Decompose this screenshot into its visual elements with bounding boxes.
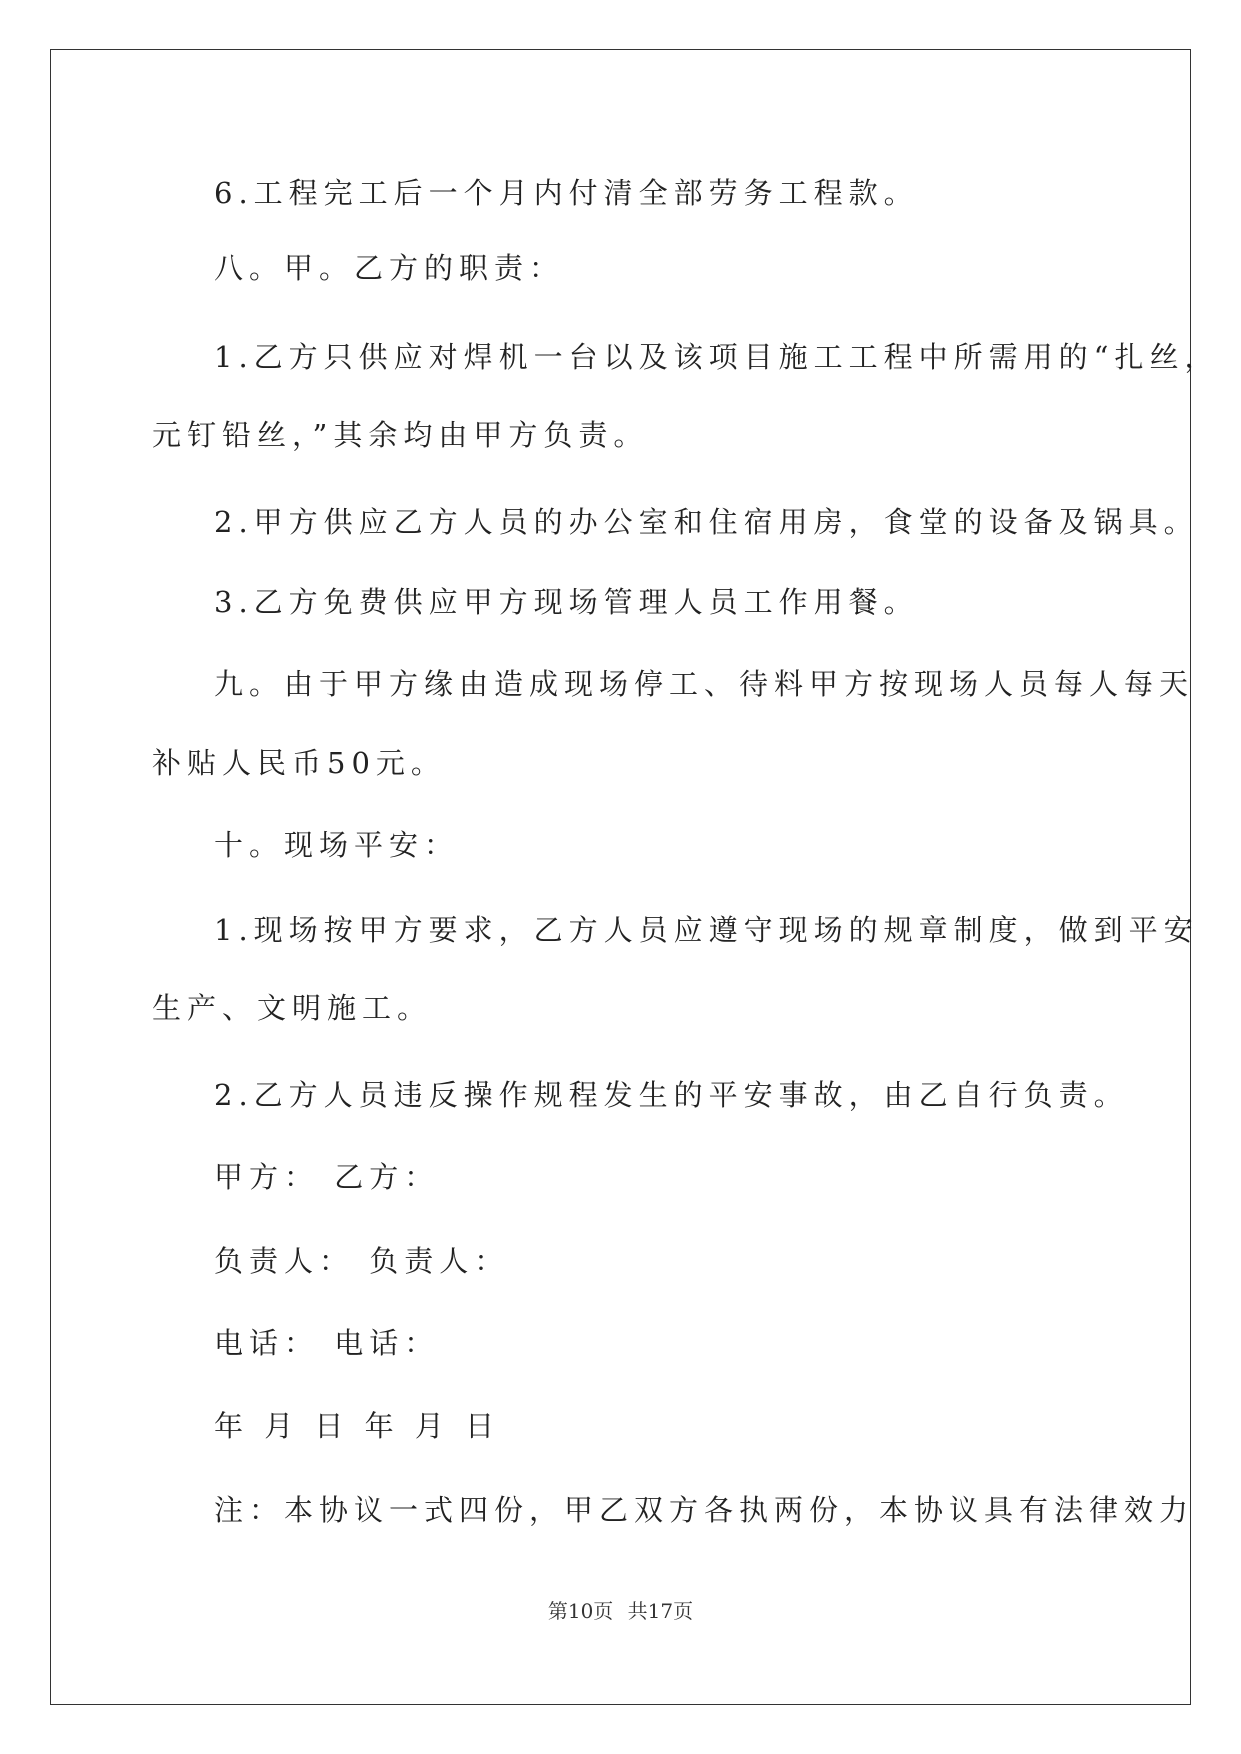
text-line-11: 生产、文明施工。 — [152, 991, 433, 1025]
text-line-6: 3.乙方免费供应甲方现场管理人员工作用餐。 — [214, 585, 919, 619]
text-line-12: 2.乙方人员违反操作规程发生的平安事故，由乙自行负责。 — [214, 1078, 1129, 1112]
text-line-7: 九。由于甲方缘由造成现场停工、待料甲方按现场人员每人每天 — [214, 667, 1195, 701]
text-line-3: 1.乙方只供应对焊机一台以及该项目施工工程中所需用的“扎丝， — [214, 340, 1220, 374]
text-line-1: 6.工程完工后一个月内付清全部劳务工程款。 — [214, 176, 919, 210]
text-line-8: 补贴人民币50元。 — [152, 746, 446, 780]
text-line-5: 2.甲方供应乙方人员的办公室和住宿用房，食堂的设备及锅具。 — [214, 505, 1199, 539]
page-border — [50, 49, 1191, 1705]
text-line-4: 元钉铅丝，”其余均由甲方负责。 — [152, 418, 649, 452]
current-page-label: 第10页 — [547, 1599, 614, 1623]
page-footer — [0, 1598, 1241, 1624]
text-line-17: 注：本协议一式四份，甲乙双方各执两份，本协议具有法律效力 — [214, 1493, 1195, 1527]
text-line-16: 年 月 日 年 月 日 — [214, 1409, 501, 1443]
text-line-13: 甲方： 乙方： — [214, 1160, 440, 1194]
text-line-9: 十。现场平安： — [214, 828, 460, 862]
total-pages-label: 共17页 — [627, 1599, 694, 1623]
text-line-10: 1.现场按甲方要求，乙方人员应遵守现场的规章制度，做到平安 — [214, 913, 1199, 947]
text-line-2: 八。甲。乙方的职责： — [214, 251, 565, 285]
text-line-14: 负责人： 负责人： — [214, 1244, 510, 1278]
text-line-15: 电话： 电话： — [214, 1326, 440, 1360]
